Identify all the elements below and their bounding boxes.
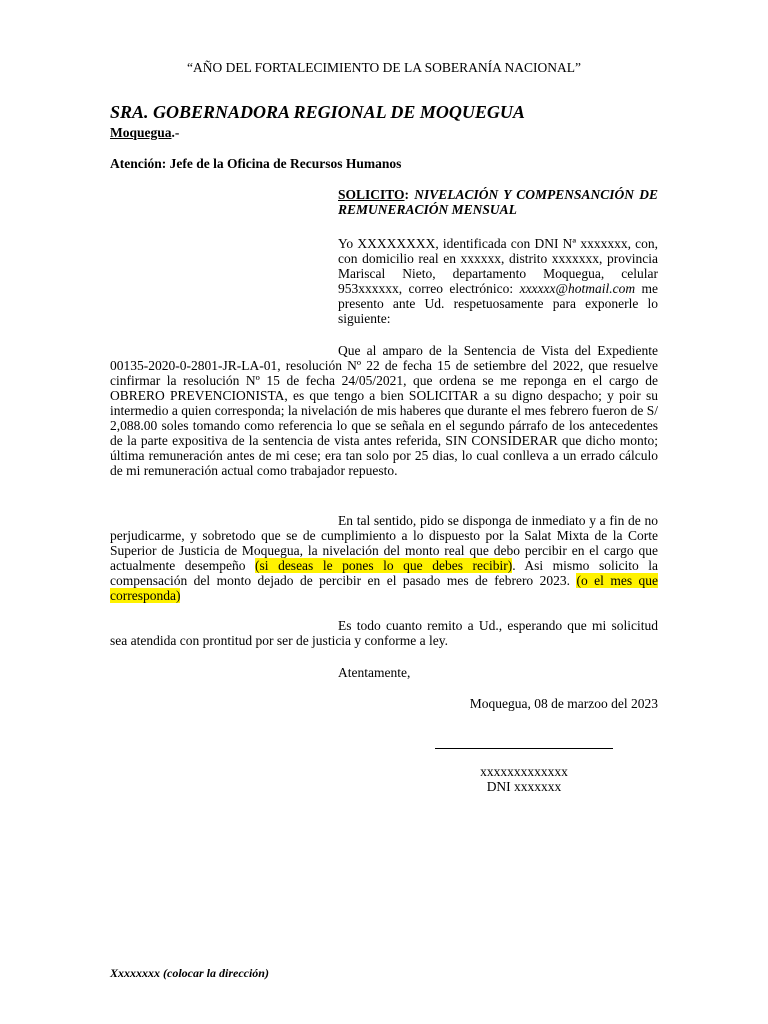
- body-paragraph-2: [110, 513, 658, 603]
- addressee-city: [110, 125, 179, 140]
- addressee-heading: SRA. GOBERNADORA REGIONAL DE MOQUEGUA: [110, 102, 525, 122]
- highlighted-note-salary: (si deseas le pones lo que debes recibir): [255, 558, 513, 573]
- document-motto: “AÑO DEL FORTALECIMIENTO DE LA SOBERANÍA NACIONAL”: [186, 60, 582, 75]
- signature-dni: DNI xxxxxxx: [486, 779, 562, 794]
- signature-line: [435, 748, 613, 749]
- request-label: SOLICITO: [338, 187, 405, 202]
- applicant-intro: [338, 236, 658, 326]
- intro-text-before-email: Yo XXXXXXXX, identificada con DNI Nª xxxxxxx, con, con domicilio real en xxxxxx, distrito xxxxxxx, provincia Mariscal Nieto, departamento Moquegua, celular 953xxxxxx, correo electrónico:: [338, 236, 658, 296]
- paragraph-2-text-1: En tal sentido, pido se disponga de inmediato y a fin de no perjudicarme, y sobretodo que se de cumplimiento a lo dispuesto por la Salat Mixta de la Corte Superior de Justicia de Moquegua, la nivelación del monto real que debo percibir en el cargo que actualmente desempeño: [110, 513, 658, 573]
- attention-line: Atención: Jefe de la Oficina de Recursos Humanos: [110, 156, 402, 171]
- request-subject: NIVELACIÓN Y COMPENSANCIÓN DE REMUNERACIÓN MENSUAL: [338, 187, 658, 217]
- city-name: Moquegua: [110, 125, 172, 140]
- intro-text-after-email: me presento ante Ud. respetuosamente para exponerle lo siguiente:: [338, 281, 658, 326]
- closing-salutation: Atentamente,: [338, 665, 411, 680]
- city-suffix: .-: [171, 125, 180, 140]
- footer-address-note: Xxxxxxxx (colocar la dirección): [110, 966, 269, 980]
- paragraph-2-text-2: . Asi mismo solicito la compensación del monto dejado de percibir en el pasado mes de febrero 2023.: [110, 558, 658, 588]
- highlighted-note-month: (o el mes que corresponda): [110, 573, 658, 603]
- place-and-date: Moquegua, 08 de marzoo del 2023: [469, 696, 658, 711]
- applicant-email: xxxxxx@hotmail.com: [519, 281, 636, 296]
- request-colon: :: [404, 187, 410, 202]
- request-subject-block: [338, 187, 658, 217]
- body-paragraph-3: Es todo cuanto remito a Ud., esperando que mi solicitud sea atendida con prontitud por ser de justicia y conforme a ley.: [110, 618, 658, 648]
- body-paragraph-1: Que al amparo de la Sentencia de Vista del Expediente 00135-2020-0-2801-JR-LA-01, resolución Nº 22 de fecha 15 de setiembre del 2022, que resuelve cinfirmar la resolución Nº 15 de fecha 24/05/2021, que ordena se me reponga en el cargo de OBRERO PREVENCIONISTA, es que tengo a bien SOLICITAR a su digno despacho; y poir su intermedio a quien corresponda; la nivelación de mis haberes que durante el mes febrero fueron de S/ 2,088.00 soles tomando como referencia lo que se señala en el segundo párrafo de los antecedentes de la parte expositiva de la sentencia de vista antes referida, SIN CONSIDERAR que dicho monto; última remuneración antes de mi cese; era tan solo por 25 dias, lo cual conlleva a un errado cálculo de mi remuneración actual como trabajador repuesto.: [110, 343, 658, 478]
- signature-name: xxxxxxxxxxxxx: [480, 764, 568, 779]
